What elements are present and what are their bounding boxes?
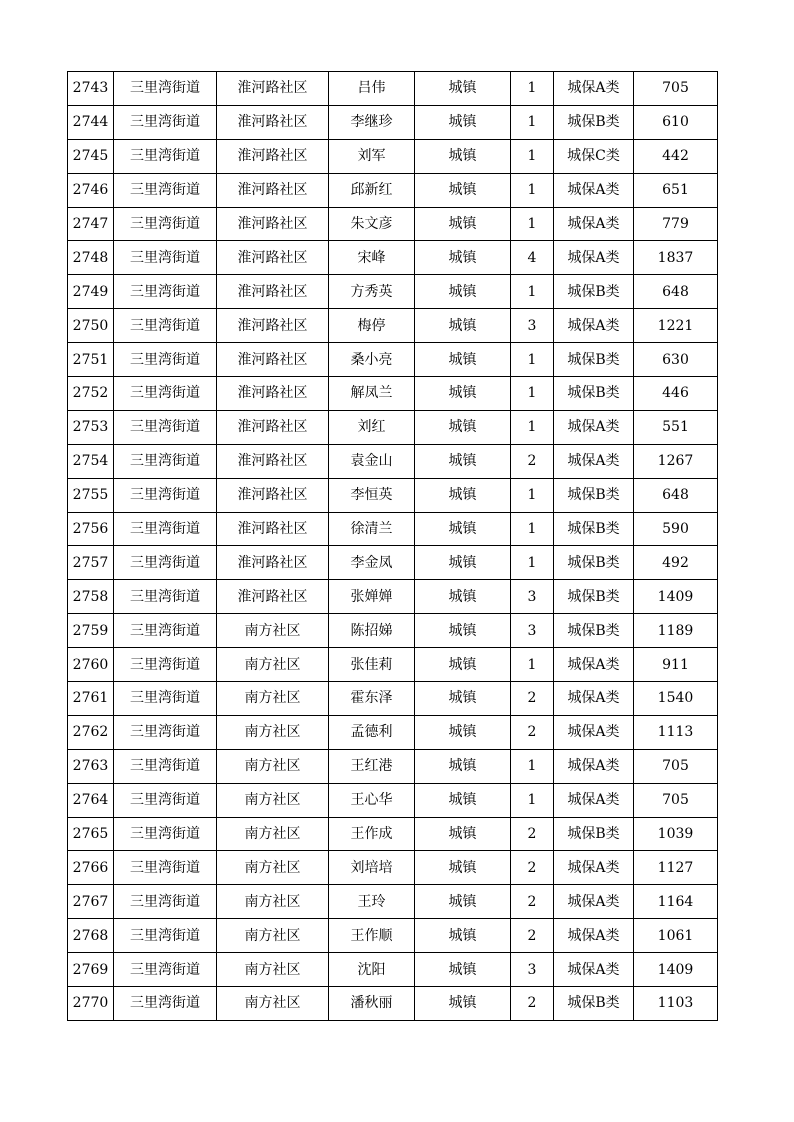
- community-cell: 南方社区: [217, 749, 329, 783]
- amount-cell: 1540: [634, 682, 718, 716]
- street-cell: 三里湾街道: [114, 682, 217, 716]
- community-cell: 淮河路社区: [217, 207, 329, 241]
- amount-cell: 705: [634, 749, 718, 783]
- category-cell: 城保A类: [554, 207, 634, 241]
- category-cell: 城保A类: [554, 783, 634, 817]
- community-cell: 南方社区: [217, 987, 329, 1021]
- household-count-cell: 2: [511, 851, 554, 885]
- community-cell: 淮河路社区: [217, 546, 329, 580]
- community-cell: 南方社区: [217, 783, 329, 817]
- community-cell: 淮河路社区: [217, 377, 329, 411]
- area-type-cell: 城镇: [415, 207, 511, 241]
- serial-cell: 2746: [68, 173, 114, 207]
- area-type-cell: 城镇: [415, 343, 511, 377]
- category-cell: 城保A类: [554, 749, 634, 783]
- name-cell: 张婵婵: [329, 580, 415, 614]
- table-row: [68, 377, 718, 411]
- name-cell: 张佳莉: [329, 648, 415, 682]
- amount-cell: 779: [634, 207, 718, 241]
- category-cell: 城保A类: [554, 444, 634, 478]
- amount-cell: 705: [634, 783, 718, 817]
- household-count-cell: 2: [511, 987, 554, 1021]
- category-cell: 城保B类: [554, 987, 634, 1021]
- amount-cell: 1127: [634, 851, 718, 885]
- area-type-cell: 城镇: [415, 309, 511, 343]
- community-cell: 淮河路社区: [217, 309, 329, 343]
- amount-cell: 1409: [634, 953, 718, 987]
- household-count-cell: 1: [511, 377, 554, 411]
- amount-cell: 446: [634, 377, 718, 411]
- household-count-cell: 1: [511, 783, 554, 817]
- serial-cell: 2753: [68, 410, 114, 444]
- serial-cell: 2758: [68, 580, 114, 614]
- amount-cell: 610: [634, 105, 718, 139]
- category-cell: 城保B类: [554, 343, 634, 377]
- community-cell: 淮河路社区: [217, 478, 329, 512]
- category-cell: 城保B类: [554, 377, 634, 411]
- street-cell: 三里湾街道: [114, 309, 217, 343]
- table-row: [68, 987, 718, 1021]
- household-count-cell: 1: [511, 648, 554, 682]
- table-row: [68, 851, 718, 885]
- name-cell: 霍东泽: [329, 682, 415, 716]
- category-cell: 城保A类: [554, 72, 634, 106]
- table-row: [68, 749, 718, 783]
- area-type-cell: 城镇: [415, 682, 511, 716]
- amount-cell: 1189: [634, 614, 718, 648]
- serial-cell: 2764: [68, 783, 114, 817]
- street-cell: 三里湾街道: [114, 546, 217, 580]
- serial-cell: 2750: [68, 309, 114, 343]
- serial-cell: 2770: [68, 987, 114, 1021]
- street-cell: 三里湾街道: [114, 783, 217, 817]
- street-cell: 三里湾街道: [114, 72, 217, 106]
- household-count-cell: 2: [511, 919, 554, 953]
- serial-cell: 2755: [68, 478, 114, 512]
- category-cell: 城保B类: [554, 580, 634, 614]
- street-cell: 三里湾街道: [114, 410, 217, 444]
- category-cell: 城保A类: [554, 715, 634, 749]
- name-cell: 李恒英: [329, 478, 415, 512]
- serial-cell: 2744: [68, 105, 114, 139]
- amount-cell: 705: [634, 72, 718, 106]
- name-cell: 李继珍: [329, 105, 415, 139]
- community-cell: 南方社区: [217, 682, 329, 716]
- street-cell: 三里湾街道: [114, 817, 217, 851]
- name-cell: 梅停: [329, 309, 415, 343]
- household-count-cell: 2: [511, 444, 554, 478]
- table-row: [68, 783, 718, 817]
- community-cell: 南方社区: [217, 851, 329, 885]
- household-count-cell: 2: [511, 817, 554, 851]
- community-cell: 淮河路社区: [217, 580, 329, 614]
- area-type-cell: 城镇: [415, 919, 511, 953]
- serial-cell: 2759: [68, 614, 114, 648]
- table-row: [68, 173, 718, 207]
- category-cell: 城保A类: [554, 682, 634, 716]
- category-cell: 城保A类: [554, 241, 634, 275]
- street-cell: 三里湾街道: [114, 885, 217, 919]
- name-cell: 方秀英: [329, 275, 415, 309]
- area-type-cell: 城镇: [415, 783, 511, 817]
- table-row: [68, 512, 718, 546]
- serial-cell: 2763: [68, 749, 114, 783]
- community-cell: 淮河路社区: [217, 410, 329, 444]
- amount-cell: 1164: [634, 885, 718, 919]
- community-cell: 淮河路社区: [217, 173, 329, 207]
- area-type-cell: 城镇: [415, 478, 511, 512]
- street-cell: 三里湾街道: [114, 919, 217, 953]
- household-count-cell: 4: [511, 241, 554, 275]
- category-cell: 城保B类: [554, 512, 634, 546]
- household-count-cell: 3: [511, 614, 554, 648]
- category-cell: 城保A类: [554, 648, 634, 682]
- community-cell: 淮河路社区: [217, 139, 329, 173]
- amount-cell: 911: [634, 648, 718, 682]
- table-body: [68, 72, 718, 1021]
- community-cell: 南方社区: [217, 919, 329, 953]
- street-cell: 三里湾街道: [114, 139, 217, 173]
- street-cell: 三里湾街道: [114, 512, 217, 546]
- serial-cell: 2743: [68, 72, 114, 106]
- street-cell: 三里湾街道: [114, 275, 217, 309]
- area-type-cell: 城镇: [415, 851, 511, 885]
- street-cell: 三里湾街道: [114, 478, 217, 512]
- table-row: [68, 444, 718, 478]
- table-row: [68, 478, 718, 512]
- table-row: [68, 919, 718, 953]
- serial-cell: 2756: [68, 512, 114, 546]
- name-cell: 孟德利: [329, 715, 415, 749]
- category-cell: 城保B类: [554, 478, 634, 512]
- name-cell: 徐清兰: [329, 512, 415, 546]
- serial-cell: 2767: [68, 885, 114, 919]
- household-count-cell: 1: [511, 512, 554, 546]
- name-cell: 潘秋丽: [329, 987, 415, 1021]
- area-type-cell: 城镇: [415, 614, 511, 648]
- serial-cell: 2752: [68, 377, 114, 411]
- serial-cell: 2765: [68, 817, 114, 851]
- household-count-cell: 1: [511, 139, 554, 173]
- table-row: [68, 817, 718, 851]
- name-cell: 刘培培: [329, 851, 415, 885]
- serial-cell: 2762: [68, 715, 114, 749]
- table-row: [68, 105, 718, 139]
- street-cell: 三里湾街道: [114, 953, 217, 987]
- amount-cell: 442: [634, 139, 718, 173]
- serial-cell: 2768: [68, 919, 114, 953]
- serial-cell: 2757: [68, 546, 114, 580]
- serial-cell: 2747: [68, 207, 114, 241]
- community-cell: 南方社区: [217, 953, 329, 987]
- amount-cell: 651: [634, 173, 718, 207]
- beneficiary-table: [67, 71, 718, 1021]
- community-cell: 淮河路社区: [217, 105, 329, 139]
- area-type-cell: 城镇: [415, 410, 511, 444]
- table-row: [68, 580, 718, 614]
- amount-cell: 1221: [634, 309, 718, 343]
- category-cell: 城保B类: [554, 614, 634, 648]
- area-type-cell: 城镇: [415, 715, 511, 749]
- name-cell: 刘红: [329, 410, 415, 444]
- community-cell: 南方社区: [217, 817, 329, 851]
- community-cell: 南方社区: [217, 885, 329, 919]
- community-cell: 淮河路社区: [217, 241, 329, 275]
- serial-cell: 2766: [68, 851, 114, 885]
- community-cell: 南方社区: [217, 614, 329, 648]
- area-type-cell: 城镇: [415, 817, 511, 851]
- serial-cell: 2760: [68, 648, 114, 682]
- table-row: [68, 207, 718, 241]
- street-cell: 三里湾街道: [114, 580, 217, 614]
- area-type-cell: 城镇: [415, 546, 511, 580]
- table-row: [68, 410, 718, 444]
- name-cell: 袁金山: [329, 444, 415, 478]
- name-cell: 桑小亮: [329, 343, 415, 377]
- serial-cell: 2769: [68, 953, 114, 987]
- serial-cell: 2754: [68, 444, 114, 478]
- area-type-cell: 城镇: [415, 377, 511, 411]
- amount-cell: 1103: [634, 987, 718, 1021]
- area-type-cell: 城镇: [415, 105, 511, 139]
- serial-cell: 2749: [68, 275, 114, 309]
- amount-cell: 1409: [634, 580, 718, 614]
- name-cell: 王心华: [329, 783, 415, 817]
- name-cell: 吕伟: [329, 72, 415, 106]
- amount-cell: 492: [634, 546, 718, 580]
- street-cell: 三里湾街道: [114, 377, 217, 411]
- street-cell: 三里湾街道: [114, 987, 217, 1021]
- table-row: [68, 953, 718, 987]
- category-cell: 城保A类: [554, 309, 634, 343]
- street-cell: 三里湾街道: [114, 749, 217, 783]
- area-type-cell: 城镇: [415, 72, 511, 106]
- category-cell: 城保A类: [554, 919, 634, 953]
- name-cell: 邱新红: [329, 173, 415, 207]
- household-count-cell: 1: [511, 105, 554, 139]
- category-cell: 城保C类: [554, 139, 634, 173]
- household-count-cell: 3: [511, 309, 554, 343]
- name-cell: 解凤兰: [329, 377, 415, 411]
- table-row: [68, 309, 718, 343]
- category-cell: 城保A类: [554, 953, 634, 987]
- community-cell: 淮河路社区: [217, 275, 329, 309]
- amount-cell: 648: [634, 478, 718, 512]
- table-row: [68, 715, 718, 749]
- household-count-cell: 2: [511, 682, 554, 716]
- community-cell: 淮河路社区: [217, 72, 329, 106]
- street-cell: 三里湾街道: [114, 614, 217, 648]
- amount-cell: 1837: [634, 241, 718, 275]
- table-row: [68, 72, 718, 106]
- name-cell: 陈招娣: [329, 614, 415, 648]
- household-count-cell: 1: [511, 546, 554, 580]
- area-type-cell: 城镇: [415, 580, 511, 614]
- street-cell: 三里湾街道: [114, 173, 217, 207]
- serial-cell: 2761: [68, 682, 114, 716]
- street-cell: 三里湾街道: [114, 715, 217, 749]
- household-count-cell: 1: [511, 72, 554, 106]
- table-row: [68, 275, 718, 309]
- street-cell: 三里湾街道: [114, 241, 217, 275]
- name-cell: 宋峰: [329, 241, 415, 275]
- category-cell: 城保A类: [554, 173, 634, 207]
- area-type-cell: 城镇: [415, 173, 511, 207]
- table-row: [68, 241, 718, 275]
- name-cell: 王红港: [329, 749, 415, 783]
- amount-cell: 1039: [634, 817, 718, 851]
- table-row: [68, 139, 718, 173]
- area-type-cell: 城镇: [415, 512, 511, 546]
- household-count-cell: 1: [511, 173, 554, 207]
- name-cell: 李金凤: [329, 546, 415, 580]
- area-type-cell: 城镇: [415, 444, 511, 478]
- community-cell: 淮河路社区: [217, 444, 329, 478]
- area-type-cell: 城镇: [415, 885, 511, 919]
- amount-cell: 551: [634, 410, 718, 444]
- household-count-cell: 1: [511, 478, 554, 512]
- amount-cell: 1061: [634, 919, 718, 953]
- area-type-cell: 城镇: [415, 953, 511, 987]
- amount-cell: 648: [634, 275, 718, 309]
- household-count-cell: 3: [511, 580, 554, 614]
- table-row: [68, 546, 718, 580]
- name-cell: 王玲: [329, 885, 415, 919]
- serial-cell: 2748: [68, 241, 114, 275]
- category-cell: 城保B类: [554, 105, 634, 139]
- household-count-cell: 2: [511, 715, 554, 749]
- community-cell: 南方社区: [217, 648, 329, 682]
- serial-cell: 2745: [68, 139, 114, 173]
- household-count-cell: 1: [511, 410, 554, 444]
- household-count-cell: 1: [511, 343, 554, 377]
- street-cell: 三里湾街道: [114, 851, 217, 885]
- amount-cell: 1113: [634, 715, 718, 749]
- area-type-cell: 城镇: [415, 275, 511, 309]
- household-count-cell: 1: [511, 207, 554, 241]
- name-cell: 沈阳: [329, 953, 415, 987]
- area-type-cell: 城镇: [415, 987, 511, 1021]
- table-row: [68, 885, 718, 919]
- table-row: [68, 614, 718, 648]
- category-cell: 城保B类: [554, 275, 634, 309]
- household-count-cell: 3: [511, 953, 554, 987]
- name-cell: 王作顺: [329, 919, 415, 953]
- household-count-cell: 2: [511, 885, 554, 919]
- street-cell: 三里湾街道: [114, 105, 217, 139]
- street-cell: 三里湾街道: [114, 444, 217, 478]
- area-type-cell: 城镇: [415, 749, 511, 783]
- household-count-cell: 1: [511, 275, 554, 309]
- name-cell: 朱文彦: [329, 207, 415, 241]
- name-cell: 王作成: [329, 817, 415, 851]
- household-count-cell: 1: [511, 749, 554, 783]
- table-row: [68, 648, 718, 682]
- category-cell: 城保A类: [554, 410, 634, 444]
- community-cell: 淮河路社区: [217, 343, 329, 377]
- category-cell: 城保A类: [554, 885, 634, 919]
- table-row: [68, 343, 718, 377]
- amount-cell: 630: [634, 343, 718, 377]
- area-type-cell: 城镇: [415, 648, 511, 682]
- amount-cell: 1267: [634, 444, 718, 478]
- category-cell: 城保A类: [554, 851, 634, 885]
- amount-cell: 590: [634, 512, 718, 546]
- street-cell: 三里湾街道: [114, 648, 217, 682]
- community-cell: 南方社区: [217, 715, 329, 749]
- name-cell: 刘军: [329, 139, 415, 173]
- area-type-cell: 城镇: [415, 139, 511, 173]
- category-cell: 城保B类: [554, 546, 634, 580]
- street-cell: 三里湾街道: [114, 207, 217, 241]
- table-row: [68, 682, 718, 716]
- community-cell: 淮河路社区: [217, 512, 329, 546]
- category-cell: 城保B类: [554, 817, 634, 851]
- area-type-cell: 城镇: [415, 241, 511, 275]
- serial-cell: 2751: [68, 343, 114, 377]
- street-cell: 三里湾街道: [114, 343, 217, 377]
